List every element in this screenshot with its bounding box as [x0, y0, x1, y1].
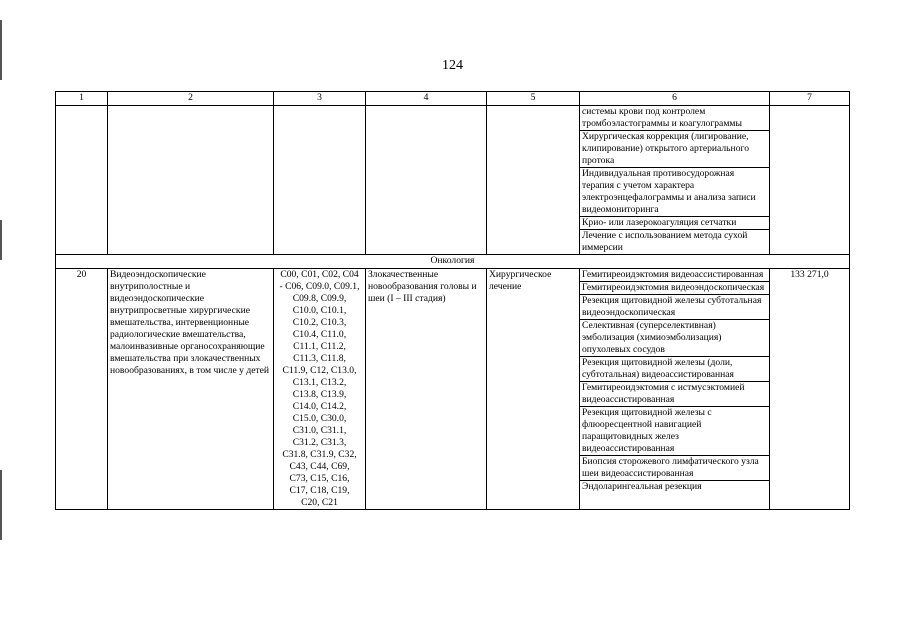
method-item: системы крови под контролем тромбоэластограммы и коагулограммы — [580, 106, 769, 131]
method-item: Крио- или лазерокоагуляция сетчатки — [580, 217, 769, 230]
method-item: Эндоларингеальная резекция — [582, 481, 702, 492]
header-cell: 5 — [487, 92, 580, 106]
code-line: C20, C21 — [301, 497, 338, 508]
code-line: C11.3, C11.8, — [293, 353, 346, 364]
intervention-name: Видеоэндоскопические внутриполостные и видеоэндоскопические внутрипросветные хирургические вмешательства, интервенционные радиологические вмешательства, малоинвазивные органосохраняющие вмешательства при злокачественных новообразованиях, в том числе у детей — [108, 269, 274, 510]
header-cell: 6 — [580, 92, 770, 106]
method-item: Биопсия сторожевого лимфатического узла шеи видеоассистированная — [580, 456, 769, 481]
code-line: C31.0, C31.1, — [292, 425, 347, 436]
method-item: Гемитиреоидэктомия видеоассистированная — [580, 269, 769, 282]
code-line: C10.4, C11.0, — [292, 329, 347, 340]
header-row — [56, 92, 850, 106]
code-line: C43, C44, C69, — [289, 461, 350, 472]
scan-edge-middle — [0, 220, 2, 260]
row-number: 20 — [56, 269, 108, 510]
code-line: C10.0, C10.1, — [292, 305, 347, 316]
empty-cell — [56, 106, 108, 255]
empty-cell — [274, 106, 366, 255]
methods-cell — [580, 106, 770, 255]
methods-cell — [580, 269, 770, 510]
empty-cell — [770, 106, 850, 255]
header-cell: 3 — [274, 92, 366, 106]
patient-model: Злокачественные новообразования головы и шеи (I – III стадия) — [366, 269, 487, 510]
code-line: - C06, C09.0, C09.1, — [279, 281, 360, 292]
code-line: C31.2, C31.3, — [292, 437, 347, 448]
code-line: C00, C01, C02, C04 — [280, 269, 359, 280]
code-line: C14.0, C14.2, — [292, 401, 347, 412]
header-cell: 7 — [770, 92, 850, 106]
method-item: Лечение с использованием метода сухой иммерсии — [582, 230, 748, 253]
code-line: C17, C18, C19, — [289, 485, 350, 496]
header-cell: 4 — [366, 92, 487, 106]
code-line: C13.1, C13.2, — [292, 377, 347, 388]
empty-cell — [366, 106, 487, 255]
method-item: Резекция щитовидной железы (доли, субтотальная) видеоассистированная — [580, 357, 769, 382]
code-line: C31.8, C31.9, C32, — [282, 449, 357, 460]
code-line: C15.0, C30.0, — [292, 413, 347, 424]
icd-codes — [274, 269, 366, 510]
section-row — [56, 255, 850, 269]
section-title: Онкология — [56, 255, 850, 269]
method-item: Резекция щитовидной железы субтотальная видеоэндоскопическая — [580, 295, 769, 320]
scan-edge-bottom — [0, 470, 2, 540]
cost-value: 133 271,0 — [770, 269, 850, 510]
method-item: Резекция щитовидной железы с флюоресцентной навигацией паращитовидных желез видеоассистированная — [580, 407, 769, 456]
treatment-type: Хирургическое лечение — [487, 269, 580, 510]
header-cell: 1 — [56, 92, 108, 106]
code-line: C13.8, C13.9, — [292, 389, 347, 400]
continuation-row — [56, 106, 850, 255]
code-line: C09.8, C09.9, — [292, 293, 347, 304]
method-item: Хирургическая коррекция (лигирование, клипирование) открытого артериального протока — [580, 131, 769, 168]
code-line: C73, C15, C16, — [289, 473, 350, 484]
method-item: Индивидуальная противосудорожная терапия с учетом характера электроэнцефалограммы и анализа записи видеомониторинга — [580, 168, 769, 217]
code-line: C11.1, C11.2, — [293, 341, 346, 352]
page-number: 124 — [442, 58, 463, 73]
code-line: C11.9, C12, C13.0, — [282, 365, 357, 376]
empty-cell — [487, 106, 580, 255]
empty-cell — [108, 106, 274, 255]
code-line: C10.2, C10.3, — [292, 317, 347, 328]
method-item: Селективная (суперселективная) эмболизация (химиоэмболизация) опухолевых сосудов — [580, 320, 769, 357]
method-item: Гемитиреоидэктомия с истмусэктомией видеоассистированная — [580, 382, 769, 407]
medical-care-table — [55, 91, 850, 510]
table-row — [56, 269, 850, 510]
header-cell: 2 — [108, 92, 274, 106]
method-item: Гемитиреоидэктомия видеоэндоскопическая — [580, 282, 769, 295]
